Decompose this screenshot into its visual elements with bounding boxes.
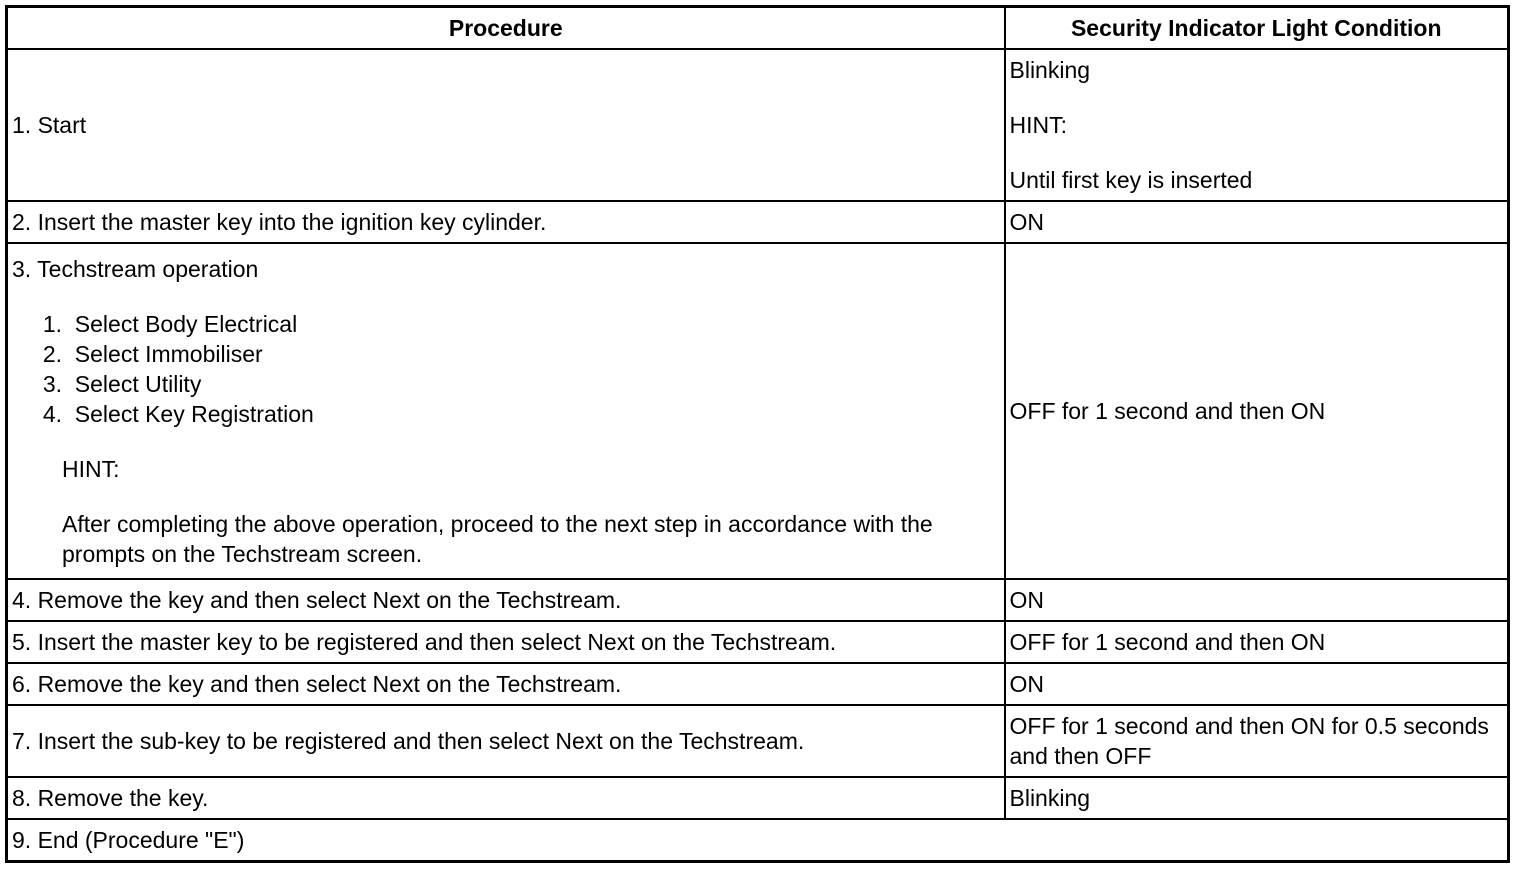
table-row	[7, 201, 1509, 243]
procedure-cell	[7, 243, 1005, 579]
sub-step-text: Select Key Registration	[74, 400, 314, 427]
table-header-row	[7, 7, 1509, 50]
list-item	[42, 369, 1004, 399]
condition-cell: OFF for 1 second and then ON	[1005, 621, 1509, 663]
procedure-step-title: 3. Techstream operation	[12, 255, 259, 282]
hint-block	[12, 454, 1004, 569]
header-procedure: Procedure	[7, 7, 1005, 50]
sub-step-text: Select Body Electrical	[74, 310, 298, 337]
table-row	[7, 777, 1509, 819]
procedure-cell: 5. Insert the master key to be registered and then select Next on the Techstream.	[7, 621, 1005, 663]
list-item	[42, 399, 1004, 429]
procedure-table	[5, 5, 1510, 863]
condition-cell: Blinking	[1005, 777, 1509, 819]
hint-label: HINT:	[1009, 112, 1067, 138]
condition-cell: ON	[1005, 579, 1509, 621]
procedure-cell: 1. Start	[7, 49, 1005, 201]
condition-cell: OFF for 1 second and then ON for 0.5 seconds and then OFF	[1005, 705, 1509, 777]
condition-cell: OFF for 1 second and then ON	[1005, 243, 1509, 579]
sub-step-number: 2.	[42, 340, 62, 367]
sub-step-number: 1.	[42, 310, 62, 337]
hint-text: Until first key is inserted	[1009, 167, 1253, 193]
condition-cell: ON	[1005, 201, 1509, 243]
procedure-cell: 4. Remove the key and then select Next on the Techstream.	[7, 579, 1005, 621]
sub-step-list	[12, 309, 1004, 429]
sub-step-number: 4.	[42, 400, 62, 427]
procedure-cell: 2. Insert the master key into the ignition key cylinder.	[7, 201, 1005, 243]
list-item	[42, 339, 1004, 369]
condition-text: Blinking	[1009, 57, 1091, 83]
table-row	[7, 243, 1509, 579]
procedure-cell: 7. Insert the sub-key to be registered and then select Next on the Techstream.	[7, 705, 1005, 777]
table-row	[7, 49, 1509, 201]
table-row	[7, 819, 1509, 862]
procedure-cell: 8. Remove the key.	[7, 777, 1005, 819]
condition-cell	[1005, 49, 1509, 201]
condition-cell: ON	[1005, 663, 1509, 705]
header-condition: Security Indicator Light Condition	[1005, 7, 1509, 50]
sub-step-number: 3.	[42, 370, 62, 397]
procedure-cell: 6. Remove the key and then select Next on the Techstream.	[7, 663, 1005, 705]
procedure-cell-end: 9. End (Procedure "E")	[7, 819, 1509, 862]
table-row	[7, 705, 1509, 777]
hint-label: HINT:	[62, 455, 120, 482]
sub-step-text: Select Immobiliser	[74, 340, 263, 367]
table-row	[7, 621, 1509, 663]
table-row	[7, 579, 1509, 621]
table-row	[7, 663, 1509, 705]
hint-text: After completing the above operation, proceed to the next step in accordance with the prompts on the Techstream screen.	[62, 510, 933, 567]
sub-step-text: Select Utility	[74, 370, 202, 397]
list-item	[42, 309, 1004, 339]
